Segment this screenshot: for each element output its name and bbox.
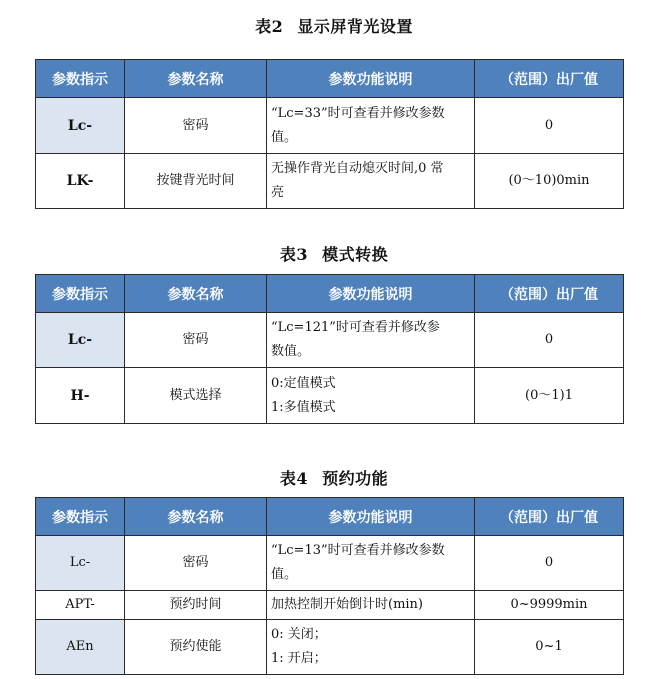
description-line: “Lc=13”时可查看并修改参数 (271, 543, 445, 558)
param-code: Lc- (36, 313, 125, 368)
param-default-value: 0 (475, 313, 624, 368)
param-code: Lc- (36, 98, 125, 154)
param-description (267, 368, 475, 424)
description-line: 亮 (271, 185, 285, 200)
table-2-number: 表2 (255, 17, 284, 36)
description-line: 1:多值模式 (271, 399, 336, 415)
header-param-indicator: 参数指示 (36, 498, 125, 536)
param-description (267, 591, 475, 620)
table-row (36, 368, 624, 424)
header-default-value: （范围）出厂值 (475, 275, 624, 313)
header-default-value: （范围）出厂值 (475, 498, 624, 536)
param-default-value: 0 (475, 536, 624, 591)
table-row (36, 313, 624, 368)
param-code: LK- (36, 154, 125, 209)
description-line: 值。 (271, 129, 298, 145)
param-code: Lc- (36, 536, 125, 591)
header-row (36, 498, 624, 536)
header-default-value: （范围）出厂值 (475, 60, 624, 98)
param-name: 预约使能 (125, 620, 267, 675)
param-code: H- (36, 368, 125, 424)
param-description (267, 536, 475, 591)
header-param-description: 参数功能说明 (267, 275, 475, 313)
description-line: 无操作背光自动熄灭时间,0 常 (271, 161, 444, 176)
description-line: “Lc=33”时可查看并修改参数 (271, 105, 445, 121)
param-description (267, 620, 475, 675)
param-default-value: 0 (475, 98, 624, 154)
table-4-reservation (35, 497, 624, 675)
header-param-description: 参数功能说明 (267, 60, 475, 98)
table-row (36, 154, 624, 209)
param-default-value: (0～10)0min (475, 154, 624, 209)
param-name: 预约时间 (125, 591, 267, 620)
header-row (36, 60, 624, 98)
param-code: AEn (36, 620, 125, 675)
table-4-title (0, 466, 668, 489)
table-3-name: 模式转换 (322, 245, 389, 264)
header-row (36, 275, 624, 313)
param-name: 密码 (125, 313, 267, 368)
table-row (36, 98, 624, 154)
param-name: 密码 (125, 98, 267, 154)
table-3-mode-switch (35, 274, 624, 424)
description-line: 数值。 (271, 344, 311, 359)
description-line: 0:定值模式 (271, 375, 336, 391)
table-2-backlight-settings (35, 59, 624, 209)
table-2-title (0, 14, 668, 37)
header-param-name: 参数名称 (125, 498, 267, 536)
param-default-value: (0～1)1 (475, 368, 624, 424)
header-param-indicator: 参数指示 (36, 60, 125, 98)
param-description (267, 313, 475, 368)
param-name: 模式选择 (125, 368, 267, 424)
table-4-number: 表4 (279, 469, 309, 488)
header-param-indicator: 参数指示 (36, 275, 125, 313)
header-param-name: 参数名称 (125, 60, 267, 98)
description-line: “Lc=121”时可查看并修改参 (271, 320, 440, 335)
param-code: APT- (36, 591, 125, 620)
param-description (267, 98, 475, 154)
table-row (36, 591, 624, 620)
description-line: 加热控制开始倒计时(min) (271, 597, 424, 612)
param-default-value: 0~1 (475, 620, 624, 675)
table-3-title (0, 242, 668, 265)
header-param-name: 参数名称 (125, 275, 267, 313)
table-3-number: 表3 (279, 245, 309, 264)
description-line: 1: 开启； (271, 651, 327, 666)
param-default-value: 0~9999min (475, 591, 624, 620)
table-4-name: 预约功能 (322, 469, 389, 488)
param-name: 密码 (125, 536, 267, 591)
param-description (267, 154, 475, 209)
header-param-description: 参数功能说明 (267, 498, 475, 536)
description-line: 0: 关闭； (271, 627, 327, 642)
param-name: 按键背光时间 (125, 154, 267, 209)
table-row (36, 620, 624, 675)
table-2-name: 显示屏背光设置 (297, 17, 413, 36)
description-line: 值。 (271, 567, 298, 582)
table-row (36, 536, 624, 591)
